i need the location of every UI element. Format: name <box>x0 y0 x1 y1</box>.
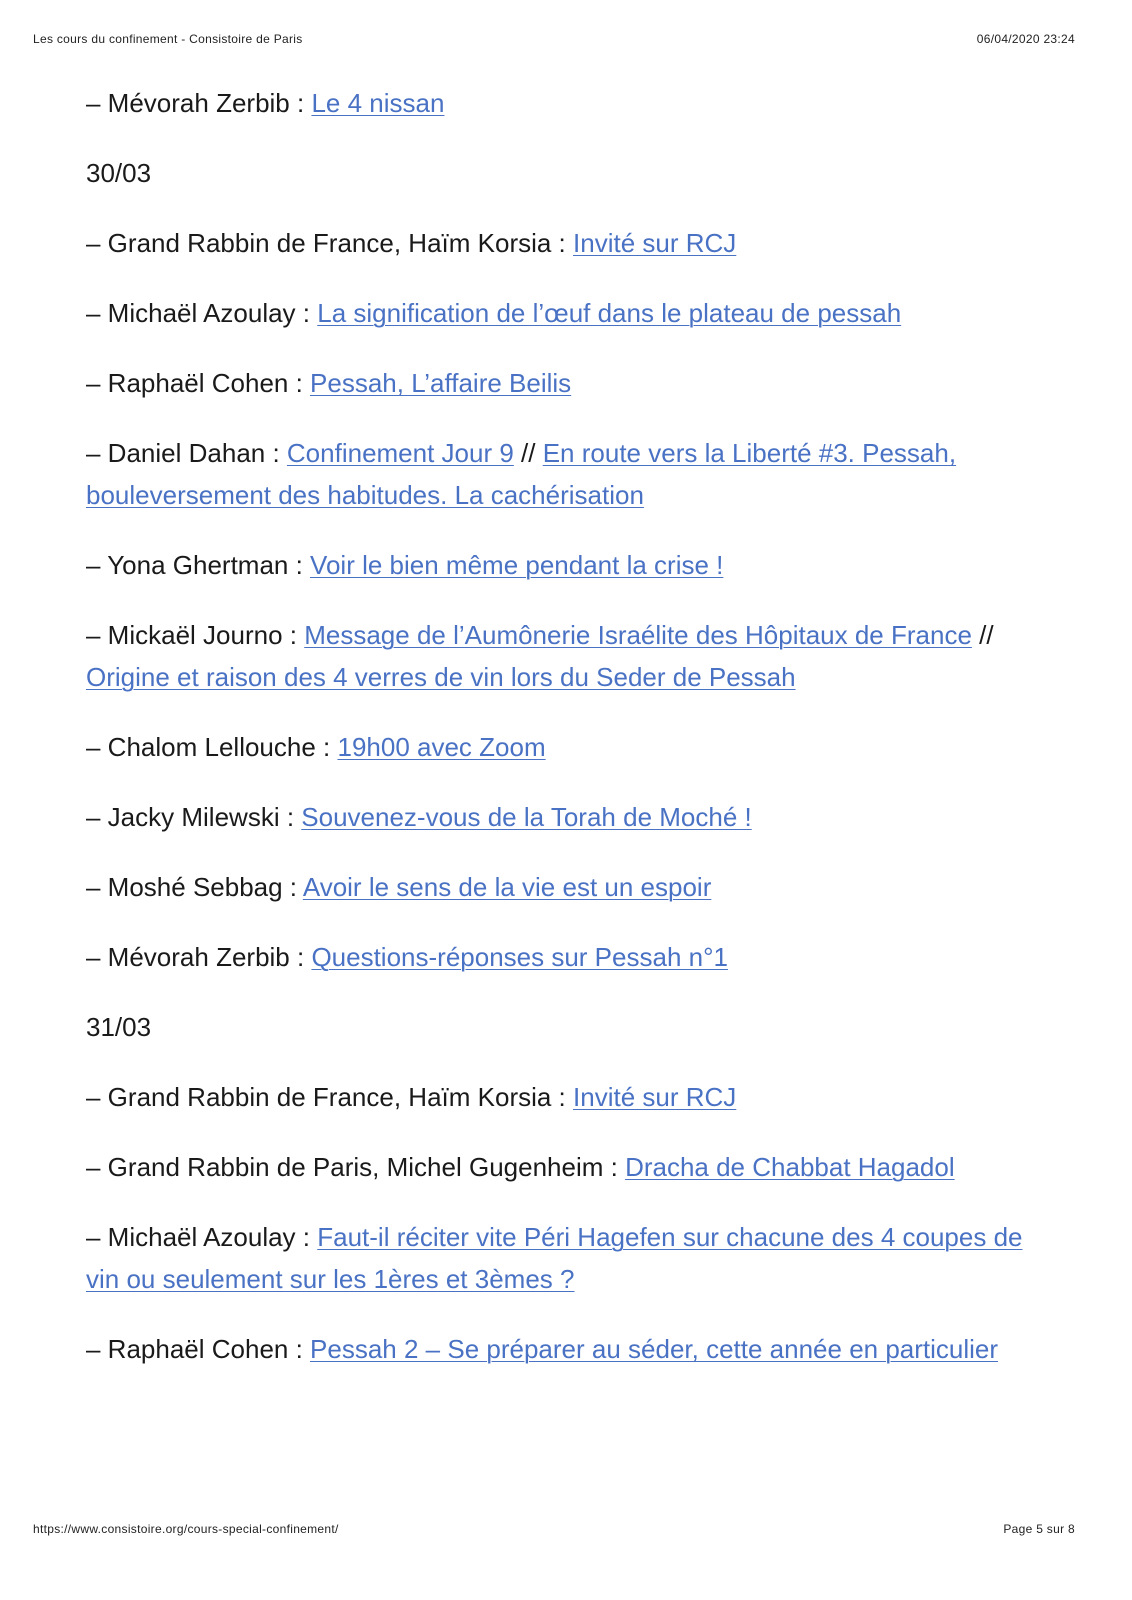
course-link[interactable]: Pessah, L’affaire Beilis <box>310 368 572 398</box>
link-separator: // <box>513 438 543 468</box>
speaker: – Raphaël Cohen : <box>86 1334 311 1364</box>
course-link[interactable]: Souvenez-vous de la Torah de Moché ! <box>301 802 752 832</box>
speaker: – Mévorah Zerbib : <box>86 88 312 118</box>
speaker: – Chalom Lellouche : <box>86 732 338 762</box>
course-link[interactable]: Invité sur RCJ <box>573 1082 737 1112</box>
course-link[interactable]: La signification de l’œuf dans le plateau de pessah <box>317 298 902 328</box>
list-item <box>86 1146 1056 1188</box>
course-link[interactable]: 19h00 avec Zoom <box>337 732 546 762</box>
speaker: – Grand Rabbin de Paris, Michel Gugenheim : <box>86 1152 626 1182</box>
print-datetime: 06/04/2020 23:24 <box>976 32 1075 46</box>
course-link[interactable]: Pessah 2 – Se préparer au séder, cette année en particulier <box>310 1334 999 1364</box>
list-item <box>86 222 1056 264</box>
speaker: – Moshé Sebbag : <box>86 872 303 902</box>
list-item <box>86 726 1056 768</box>
list-item <box>86 362 1056 404</box>
print-header <box>33 32 1075 46</box>
course-link[interactable]: En route vers la Liberté #3. Pessah, bouleversement des habitudes. La cachérisation <box>86 438 957 510</box>
list-item <box>86 432 1056 516</box>
page-title: Les cours du confinement - Consistoire de Paris <box>33 32 303 46</box>
course-link[interactable]: Confinement Jour 9 <box>286 438 514 468</box>
link-separator: // <box>971 620 994 650</box>
date-heading: 30/03 <box>86 158 152 188</box>
course-link[interactable]: Invité sur RCJ <box>573 228 737 258</box>
course-link[interactable]: Avoir le sens de la vie est un espoir <box>302 872 712 902</box>
speaker: – Yona Ghertman : <box>86 550 311 580</box>
course-link[interactable]: Origine et raison des 4 verres de vin lors du Seder de Pessah <box>86 662 796 692</box>
page-url: https://www.consistoire.org/cours-special-confinement/ <box>33 1522 339 1536</box>
article-content <box>86 82 1056 1398</box>
date-heading: 31/03 <box>86 1012 152 1042</box>
speaker: – Mickaël Journo : <box>86 620 305 650</box>
list-item <box>86 796 1056 838</box>
course-link[interactable]: Le 4 nissan <box>311 88 445 118</box>
list-item <box>86 1328 1056 1370</box>
course-link[interactable]: Dracha de Chabbat Hagadol <box>625 1152 955 1182</box>
speaker: – Grand Rabbin de France, Haïm Korsia : <box>86 1082 574 1112</box>
list-item <box>86 292 1056 334</box>
speaker: – Daniel Dahan : <box>86 438 287 468</box>
list-item <box>86 1216 1056 1300</box>
list-item <box>86 1076 1056 1118</box>
speaker: – Jacky Milewski : <box>86 802 302 832</box>
page-number: Page 5 sur 8 <box>1003 1522 1075 1536</box>
list-item <box>86 936 1056 978</box>
list-item <box>86 614 1056 698</box>
list-item <box>86 866 1056 908</box>
course-link[interactable]: Questions-réponses sur Pessah n°1 <box>311 942 728 972</box>
list-item <box>86 544 1056 586</box>
course-link[interactable]: Message de l’Aumônerie Israélite des Hôpitaux de France <box>304 620 972 650</box>
course-link[interactable]: Faut-il réciter vite Péri Hagefen sur chacune des 4 coupes de vin ou seulement sur les 1ères et 3èmes ? <box>86 1222 1023 1294</box>
speaker: – Grand Rabbin de France, Haïm Korsia : <box>86 228 574 258</box>
print-footer <box>33 1522 1075 1536</box>
speaker: – Michaël Azoulay : <box>86 1222 318 1252</box>
speaker: – Raphaël Cohen : <box>86 368 311 398</box>
speaker: – Michaël Azoulay : <box>86 298 318 328</box>
speaker: – Mévorah Zerbib : <box>86 942 312 972</box>
list-item <box>86 82 1056 124</box>
course-link[interactable]: Voir le bien même pendant la crise ! <box>310 550 724 580</box>
